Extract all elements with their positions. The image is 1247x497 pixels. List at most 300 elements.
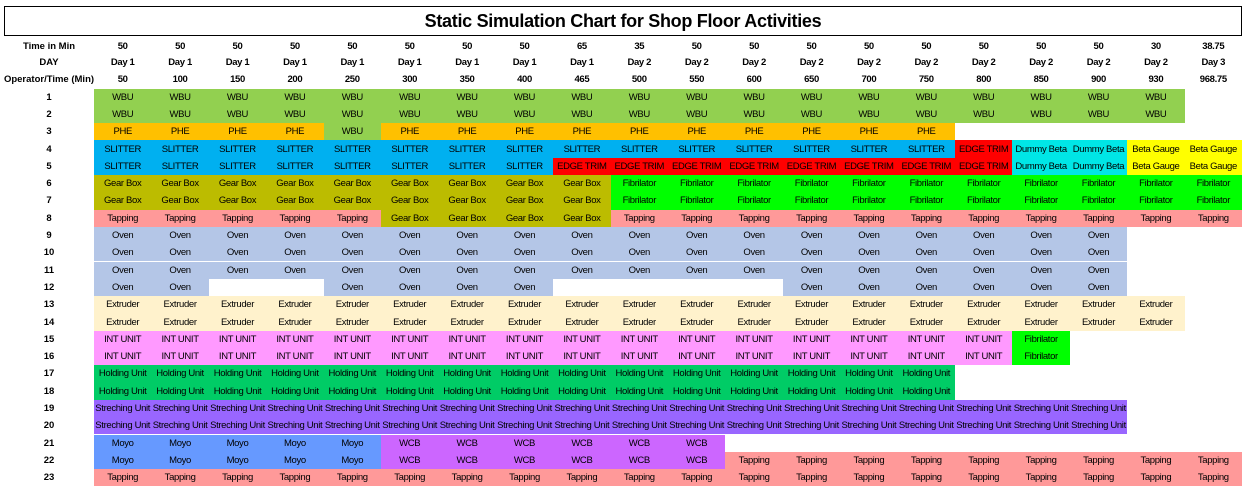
activity-cell[interactable]: [955, 435, 1012, 452]
activity-cell[interactable]: EDGE TRIM: [553, 158, 610, 175]
activity-cell[interactable]: Extruder: [553, 313, 610, 330]
activity-cell[interactable]: [1127, 279, 1184, 296]
activity-cell[interactable]: WBU: [151, 89, 208, 106]
header-cell[interactable]: 50: [749, 40, 760, 52]
activity-cell[interactable]: SLITTER: [496, 140, 553, 157]
activity-cell[interactable]: EDGE TRIM: [955, 158, 1012, 175]
activity-cell[interactable]: Streching Unit: [266, 400, 323, 417]
activity-cell[interactable]: WBU: [209, 106, 266, 123]
activity-cell[interactable]: Gear Box: [496, 210, 553, 227]
activity-cell[interactable]: [1185, 244, 1242, 261]
header-cell[interactable]: 50: [289, 40, 300, 52]
activity-cell[interactable]: Beta Gauge: [1185, 158, 1242, 175]
activity-cell[interactable]: Streching Unit: [668, 400, 725, 417]
activity-cell[interactable]: PHE: [553, 123, 610, 140]
activity-cell[interactable]: SLITTER: [381, 140, 438, 157]
activity-cell[interactable]: Oven: [783, 227, 840, 244]
activity-cell[interactable]: Tapping: [1127, 210, 1184, 227]
header-cell[interactable]: 50: [1036, 40, 1047, 52]
activity-cell[interactable]: SLITTER: [725, 140, 782, 157]
activity-cell[interactable]: Gear Box: [381, 210, 438, 227]
activity-cell[interactable]: Oven: [94, 227, 151, 244]
activity-cell[interactable]: Tapping: [955, 469, 1012, 486]
activity-cell[interactable]: Extruder: [783, 296, 840, 313]
activity-cell[interactable]: [1185, 313, 1242, 330]
activity-cell[interactable]: Fibrilator: [1012, 192, 1069, 209]
activity-cell[interactable]: Tapping: [94, 210, 151, 227]
activity-cell[interactable]: Tapping: [725, 210, 782, 227]
activity-cell[interactable]: [840, 435, 897, 452]
activity-cell[interactable]: Streching Unit: [840, 400, 897, 417]
activity-cell[interactable]: SLITTER: [324, 158, 381, 175]
activity-cell[interactable]: Oven: [324, 244, 381, 261]
activity-cell[interactable]: Oven: [898, 262, 955, 279]
header-cell[interactable]: 50: [404, 40, 415, 52]
header-cell[interactable]: Day 2: [1086, 57, 1111, 69]
activity-cell[interactable]: EDGE TRIM: [898, 158, 955, 175]
activity-cell[interactable]: EDGE TRIM: [725, 158, 782, 175]
activity-cell[interactable]: Oven: [611, 244, 668, 261]
activity-cell[interactable]: Fibrilator: [955, 192, 1012, 209]
activity-cell[interactable]: SLITTER: [438, 158, 495, 175]
activity-cell[interactable]: Gear Box: [381, 175, 438, 192]
activity-cell[interactable]: Tapping: [381, 469, 438, 486]
activity-cell[interactable]: SLITTER: [266, 140, 323, 157]
activity-cell[interactable]: Oven: [1070, 279, 1127, 296]
activity-cell[interactable]: EDGE TRIM: [668, 158, 725, 175]
activity-cell[interactable]: Streching Unit: [381, 400, 438, 417]
activity-cell[interactable]: Streching Unit: [324, 400, 381, 417]
activity-cell[interactable]: Tapping: [783, 210, 840, 227]
activity-cell[interactable]: Gear Box: [438, 175, 495, 192]
activity-cell[interactable]: Streching Unit: [1070, 400, 1127, 417]
activity-cell[interactable]: Oven: [553, 227, 610, 244]
activity-cell[interactable]: INT UNIT: [783, 331, 840, 348]
activity-cell[interactable]: Fibrilator: [611, 192, 668, 209]
activity-cell[interactable]: INT UNIT: [266, 348, 323, 365]
activity-cell[interactable]: Streching Unit: [898, 417, 955, 434]
activity-cell[interactable]: Holding Unit: [783, 383, 840, 400]
activity-cell[interactable]: [1070, 123, 1127, 140]
activity-cell[interactable]: Oven: [840, 262, 897, 279]
activity-cell[interactable]: Tapping: [1185, 210, 1242, 227]
activity-cell[interactable]: [1012, 383, 1069, 400]
activity-cell[interactable]: Fibrilator: [725, 192, 782, 209]
activity-cell[interactable]: WBU: [496, 106, 553, 123]
header-cell[interactable]: 50: [347, 40, 358, 52]
activity-cell[interactable]: [1127, 417, 1184, 434]
chart-title-cell[interactable]: [4, 6, 1242, 36]
activity-cell[interactable]: Tapping: [266, 210, 323, 227]
activity-cell[interactable]: Oven: [381, 262, 438, 279]
activity-cell[interactable]: Oven: [324, 279, 381, 296]
activity-cell[interactable]: [1127, 244, 1184, 261]
activity-cell[interactable]: Streching Unit: [1070, 417, 1127, 434]
activity-cell[interactable]: Fibrilator: [1070, 175, 1127, 192]
activity-cell[interactable]: PHE: [783, 123, 840, 140]
activity-cell[interactable]: [1127, 383, 1184, 400]
activity-cell[interactable]: PHE: [266, 123, 323, 140]
activity-cell[interactable]: WCB: [611, 435, 668, 452]
activity-cell[interactable]: Tapping: [1012, 469, 1069, 486]
activity-cell[interactable]: Tapping: [1070, 469, 1127, 486]
activity-cell[interactable]: SLITTER: [668, 140, 725, 157]
activity-cell[interactable]: Gear Box: [266, 175, 323, 192]
activity-cell[interactable]: Extruder: [725, 296, 782, 313]
activity-cell[interactable]: PHE: [898, 123, 955, 140]
activity-cell[interactable]: Streching Unit: [266, 417, 323, 434]
activity-cell[interactable]: SLITTER: [783, 140, 840, 157]
activity-cell[interactable]: WBU: [151, 106, 208, 123]
activity-cell[interactable]: Holding Unit: [783, 365, 840, 382]
activity-cell[interactable]: Gear Box: [94, 192, 151, 209]
activity-cell[interactable]: INT UNIT: [94, 348, 151, 365]
header-cell[interactable]: Day 1: [225, 57, 250, 69]
header-cell[interactable]: 968.75: [1199, 73, 1227, 85]
activity-cell[interactable]: WCB: [438, 452, 495, 469]
activity-cell[interactable]: INT UNIT: [611, 331, 668, 348]
activity-cell[interactable]: INT UNIT: [209, 348, 266, 365]
activity-cell[interactable]: INT UNIT: [725, 348, 782, 365]
header-cell[interactable]: Day 1: [455, 57, 479, 69]
activity-cell[interactable]: WBU: [324, 106, 381, 123]
header-cell[interactable]: 65: [576, 40, 587, 52]
activity-cell[interactable]: Extruder: [668, 296, 725, 313]
activity-cell[interactable]: PHE: [840, 123, 897, 140]
activity-cell[interactable]: WBU: [324, 123, 381, 140]
activity-cell[interactable]: Oven: [668, 227, 725, 244]
header-cell[interactable]: Day 1: [570, 57, 594, 69]
activity-cell[interactable]: EDGE TRIM: [955, 140, 1012, 157]
activity-cell[interactable]: WCB: [381, 452, 438, 469]
activity-cell[interactable]: Extruder: [1127, 296, 1184, 313]
header-cell[interactable]: 700: [861, 73, 877, 85]
activity-cell[interactable]: [955, 383, 1012, 400]
activity-cell[interactable]: Holding Unit: [668, 383, 725, 400]
activity-cell[interactable]: Gear Box: [266, 192, 323, 209]
activity-cell[interactable]: Extruder: [840, 313, 897, 330]
activity-cell[interactable]: WCB: [611, 452, 668, 469]
activity-cell[interactable]: WCB: [553, 452, 610, 469]
activity-cell[interactable]: Tapping: [438, 469, 495, 486]
activity-cell[interactable]: INT UNIT: [496, 331, 553, 348]
activity-cell[interactable]: Extruder: [1127, 313, 1184, 330]
activity-cell[interactable]: Oven: [151, 279, 208, 296]
activity-cell[interactable]: Oven: [209, 262, 266, 279]
activity-cell[interactable]: Streching Unit: [955, 400, 1012, 417]
activity-cell[interactable]: Streching Unit: [496, 417, 553, 434]
header-cell[interactable]: 100: [172, 73, 188, 85]
activity-cell[interactable]: [1127, 348, 1184, 365]
activity-cell[interactable]: Streching Unit: [209, 417, 266, 434]
activity-cell[interactable]: WBU: [725, 106, 782, 123]
header-cell[interactable]: 50: [175, 40, 186, 52]
activity-cell[interactable]: Tapping: [496, 469, 553, 486]
header-cell[interactable]: Day 2: [971, 57, 996, 69]
activity-cell[interactable]: INT UNIT: [496, 348, 553, 365]
activity-cell[interactable]: Oven: [955, 227, 1012, 244]
activity-cell[interactable]: PHE: [668, 123, 725, 140]
activity-cell[interactable]: Streching Unit: [840, 417, 897, 434]
activity-cell[interactable]: Tapping: [898, 210, 955, 227]
activity-cell[interactable]: EDGE TRIM: [840, 158, 897, 175]
activity-cell[interactable]: Tapping: [1185, 469, 1242, 486]
header-cell[interactable]: 50: [863, 40, 874, 52]
activity-cell[interactable]: Oven: [496, 262, 553, 279]
activity-cell[interactable]: Tapping: [611, 210, 668, 227]
activity-cell[interactable]: Oven: [668, 262, 725, 279]
activity-cell[interactable]: Streching Unit: [725, 417, 782, 434]
activity-cell[interactable]: PHE: [611, 123, 668, 140]
activity-cell[interactable]: Holding Unit: [553, 365, 610, 382]
activity-cell[interactable]: Oven: [1070, 227, 1127, 244]
activity-cell[interactable]: Tapping: [668, 469, 725, 486]
activity-cell[interactable]: INT UNIT: [668, 348, 725, 365]
activity-cell[interactable]: WBU: [783, 106, 840, 123]
activity-cell[interactable]: Oven: [209, 227, 266, 244]
header-cell[interactable]: Day 2: [914, 57, 939, 69]
activity-cell[interactable]: Gear Box: [324, 175, 381, 192]
activity-cell[interactable]: WBU: [783, 89, 840, 106]
header-cell[interactable]: 750: [918, 73, 934, 85]
activity-cell[interactable]: [1070, 365, 1127, 382]
activity-cell[interactable]: Holding Unit: [840, 383, 897, 400]
activity-cell[interactable]: Gear Box: [209, 175, 266, 192]
activity-cell[interactable]: Moyo: [266, 435, 323, 452]
activity-cell[interactable]: Holding Unit: [496, 365, 553, 382]
activity-cell[interactable]: Tapping: [151, 210, 208, 227]
activity-cell[interactable]: Oven: [438, 244, 495, 261]
activity-cell[interactable]: Fibrilator: [668, 192, 725, 209]
activity-cell[interactable]: Oven: [725, 244, 782, 261]
activity-cell[interactable]: Streching Unit: [1012, 417, 1069, 434]
activity-cell[interactable]: [725, 435, 782, 452]
activity-cell[interactable]: Fibrilator: [1070, 192, 1127, 209]
activity-cell[interactable]: Fibrilator: [840, 192, 897, 209]
activity-cell[interactable]: Extruder: [1070, 313, 1127, 330]
activity-cell[interactable]: Extruder: [324, 296, 381, 313]
activity-cell[interactable]: [1185, 348, 1242, 365]
activity-cell[interactable]: Extruder: [898, 313, 955, 330]
activity-cell[interactable]: Holding Unit: [381, 365, 438, 382]
activity-cell[interactable]: Extruder: [381, 313, 438, 330]
activity-cell[interactable]: [1185, 89, 1242, 106]
activity-cell[interactable]: Oven: [151, 262, 208, 279]
activity-cell[interactable]: WBU: [1070, 106, 1127, 123]
activity-cell[interactable]: [266, 279, 323, 296]
activity-cell[interactable]: Tapping: [209, 210, 266, 227]
activity-cell[interactable]: Fibrilator: [898, 175, 955, 192]
activity-cell[interactable]: Holding Unit: [324, 383, 381, 400]
activity-cell[interactable]: Tapping: [1070, 210, 1127, 227]
activity-cell[interactable]: Oven: [898, 244, 955, 261]
activity-cell[interactable]: WBU: [668, 106, 725, 123]
activity-cell[interactable]: WBU: [438, 89, 495, 106]
activity-cell[interactable]: [1185, 365, 1242, 382]
activity-cell[interactable]: PHE: [725, 123, 782, 140]
activity-cell[interactable]: Extruder: [553, 296, 610, 313]
activity-cell[interactable]: [1012, 123, 1069, 140]
activity-cell[interactable]: Oven: [553, 244, 610, 261]
activity-cell[interactable]: Streching Unit: [955, 417, 1012, 434]
activity-cell[interactable]: Oven: [840, 279, 897, 296]
activity-cell[interactable]: Tapping: [1012, 452, 1069, 469]
activity-cell[interactable]: INT UNIT: [209, 331, 266, 348]
header-cell[interactable]: 50: [519, 40, 530, 52]
activity-cell[interactable]: WBU: [611, 89, 668, 106]
activity-cell[interactable]: SLITTER: [151, 158, 208, 175]
activity-cell[interactable]: Dummy Beta: [1070, 140, 1127, 157]
header-cell[interactable]: Day 2: [799, 57, 824, 69]
header-cell[interactable]: Day 1: [397, 57, 422, 69]
header-cell[interactable]: 50: [978, 40, 989, 52]
activity-cell[interactable]: Holding Unit: [611, 365, 668, 382]
activity-cell[interactable]: Fibrilator: [1127, 192, 1184, 209]
header-cell[interactable]: Day 3: [1201, 57, 1226, 69]
activity-cell[interactable]: Streching Unit: [783, 417, 840, 434]
header-cell[interactable]: 38.75: [1202, 40, 1225, 52]
activity-cell[interactable]: Streching Unit: [496, 400, 553, 417]
header-cell[interactable]: 550: [689, 73, 705, 85]
activity-cell[interactable]: Tapping: [783, 452, 840, 469]
activity-cell[interactable]: INT UNIT: [94, 331, 151, 348]
header-cell[interactable]: Day 1: [283, 57, 307, 69]
activity-cell[interactable]: Dummy Beta: [1070, 158, 1127, 175]
activity-cell[interactable]: Oven: [840, 244, 897, 261]
activity-cell[interactable]: Streching Unit: [783, 400, 840, 417]
activity-cell[interactable]: SLITTER: [496, 158, 553, 175]
activity-cell[interactable]: INT UNIT: [266, 331, 323, 348]
activity-cell[interactable]: Oven: [496, 244, 553, 261]
activity-cell[interactable]: [1185, 262, 1242, 279]
activity-cell[interactable]: WBU: [840, 106, 897, 123]
header-cell[interactable]: 50: [806, 40, 817, 52]
activity-cell[interactable]: Tapping: [324, 210, 381, 227]
activity-cell[interactable]: Oven: [725, 262, 782, 279]
activity-cell[interactable]: Holding Unit: [94, 365, 151, 382]
activity-cell[interactable]: Streching Unit: [94, 400, 151, 417]
activity-cell[interactable]: Oven: [611, 262, 668, 279]
activity-cell[interactable]: Fibrilator: [1185, 175, 1242, 192]
activity-cell[interactable]: Streching Unit: [611, 417, 668, 434]
activity-cell[interactable]: Holding Unit: [438, 383, 495, 400]
activity-cell[interactable]: Dummy Beta: [1012, 158, 1069, 175]
activity-cell[interactable]: WCB: [496, 435, 553, 452]
activity-cell[interactable]: INT UNIT: [324, 348, 381, 365]
header-cell[interactable]: 930: [1148, 73, 1164, 85]
activity-cell[interactable]: Oven: [955, 279, 1012, 296]
activity-cell[interactable]: Oven: [381, 227, 438, 244]
activity-cell[interactable]: WCB: [668, 452, 725, 469]
activity-cell[interactable]: SLITTER: [266, 158, 323, 175]
activity-cell[interactable]: [209, 279, 266, 296]
activity-cell[interactable]: Extruder: [611, 313, 668, 330]
activity-cell[interactable]: INT UNIT: [611, 348, 668, 365]
activity-cell[interactable]: INT UNIT: [725, 331, 782, 348]
activity-cell[interactable]: Oven: [1012, 279, 1069, 296]
header-cell[interactable]: 150: [230, 73, 245, 85]
activity-cell[interactable]: WBU: [381, 89, 438, 106]
activity-cell[interactable]: Oven: [381, 244, 438, 261]
activity-cell[interactable]: EDGE TRIM: [783, 158, 840, 175]
activity-cell[interactable]: Holding Unit: [611, 383, 668, 400]
activity-cell[interactable]: Fibrilator: [1012, 175, 1069, 192]
activity-cell[interactable]: Holding Unit: [898, 365, 955, 382]
activity-cell[interactable]: Tapping: [725, 452, 782, 469]
activity-cell[interactable]: Streching Unit: [898, 400, 955, 417]
activity-cell[interactable]: INT UNIT: [840, 348, 897, 365]
header-cell[interactable]: 850: [1033, 73, 1049, 85]
header-cell[interactable]: Day 1: [340, 57, 365, 69]
activity-cell[interactable]: Streching Unit: [438, 400, 495, 417]
activity-cell[interactable]: Extruder: [1070, 296, 1127, 313]
activity-cell[interactable]: Holding Unit: [840, 365, 897, 382]
activity-cell[interactable]: INT UNIT: [438, 331, 495, 348]
activity-cell[interactable]: Oven: [1012, 262, 1069, 279]
activity-cell[interactable]: Streching Unit: [611, 400, 668, 417]
activity-cell[interactable]: [1185, 123, 1242, 140]
header-cell[interactable]: 500: [631, 73, 647, 85]
header-cell[interactable]: 50: [1093, 40, 1104, 52]
activity-cell[interactable]: SLITTER: [209, 158, 266, 175]
activity-cell[interactable]: Gear Box: [151, 192, 208, 209]
header-cell[interactable]: Day 1: [110, 57, 135, 69]
activity-cell[interactable]: Tapping: [324, 469, 381, 486]
activity-cell[interactable]: Extruder: [266, 313, 323, 330]
activity-cell[interactable]: Moyo: [151, 435, 208, 452]
activity-cell[interactable]: WBU: [324, 89, 381, 106]
activity-cell[interactable]: Holding Unit: [151, 383, 208, 400]
activity-cell[interactable]: Streching Unit: [381, 417, 438, 434]
activity-cell[interactable]: [1185, 227, 1242, 244]
activity-cell[interactable]: Oven: [1012, 244, 1069, 261]
activity-cell[interactable]: Tapping: [266, 469, 323, 486]
activity-cell[interactable]: Holding Unit: [209, 365, 266, 382]
activity-cell[interactable]: [553, 279, 610, 296]
header-cell[interactable]: 30: [1150, 40, 1161, 52]
activity-cell[interactable]: WBU: [955, 106, 1012, 123]
activity-cell[interactable]: WBU: [725, 89, 782, 106]
activity-cell[interactable]: Extruder: [94, 313, 151, 330]
activity-cell[interactable]: Moyo: [94, 435, 151, 452]
activity-cell[interactable]: WBU: [266, 89, 323, 106]
activity-cell[interactable]: Holding Unit: [266, 365, 323, 382]
activity-cell[interactable]: Streching Unit: [209, 400, 266, 417]
activity-cell[interactable]: PHE: [496, 123, 553, 140]
header-cell[interactable]: 50: [117, 73, 128, 85]
activity-cell[interactable]: PHE: [94, 123, 151, 140]
activity-cell[interactable]: SLITTER: [209, 140, 266, 157]
activity-cell[interactable]: INT UNIT: [553, 331, 610, 348]
activity-cell[interactable]: Tapping: [955, 210, 1012, 227]
activity-cell[interactable]: WBU: [381, 106, 438, 123]
activity-cell[interactable]: Moyo: [94, 452, 151, 469]
activity-cell[interactable]: Holding Unit: [324, 365, 381, 382]
activity-cell[interactable]: Gear Box: [381, 192, 438, 209]
activity-cell[interactable]: Moyo: [324, 435, 381, 452]
header-cell[interactable]: Day 2: [684, 57, 709, 69]
activity-cell[interactable]: Gear Box: [94, 175, 151, 192]
activity-cell[interactable]: Gear Box: [496, 175, 553, 192]
activity-cell[interactable]: Holding Unit: [668, 365, 725, 382]
header-cell[interactable]: Day 2: [857, 57, 881, 69]
activity-cell[interactable]: WBU: [553, 89, 610, 106]
activity-cell[interactable]: Streching Unit: [725, 400, 782, 417]
activity-cell[interactable]: PHE: [209, 123, 266, 140]
activity-cell[interactable]: Oven: [496, 279, 553, 296]
activity-cell[interactable]: Extruder: [151, 313, 208, 330]
activity-cell[interactable]: SLITTER: [553, 140, 610, 157]
